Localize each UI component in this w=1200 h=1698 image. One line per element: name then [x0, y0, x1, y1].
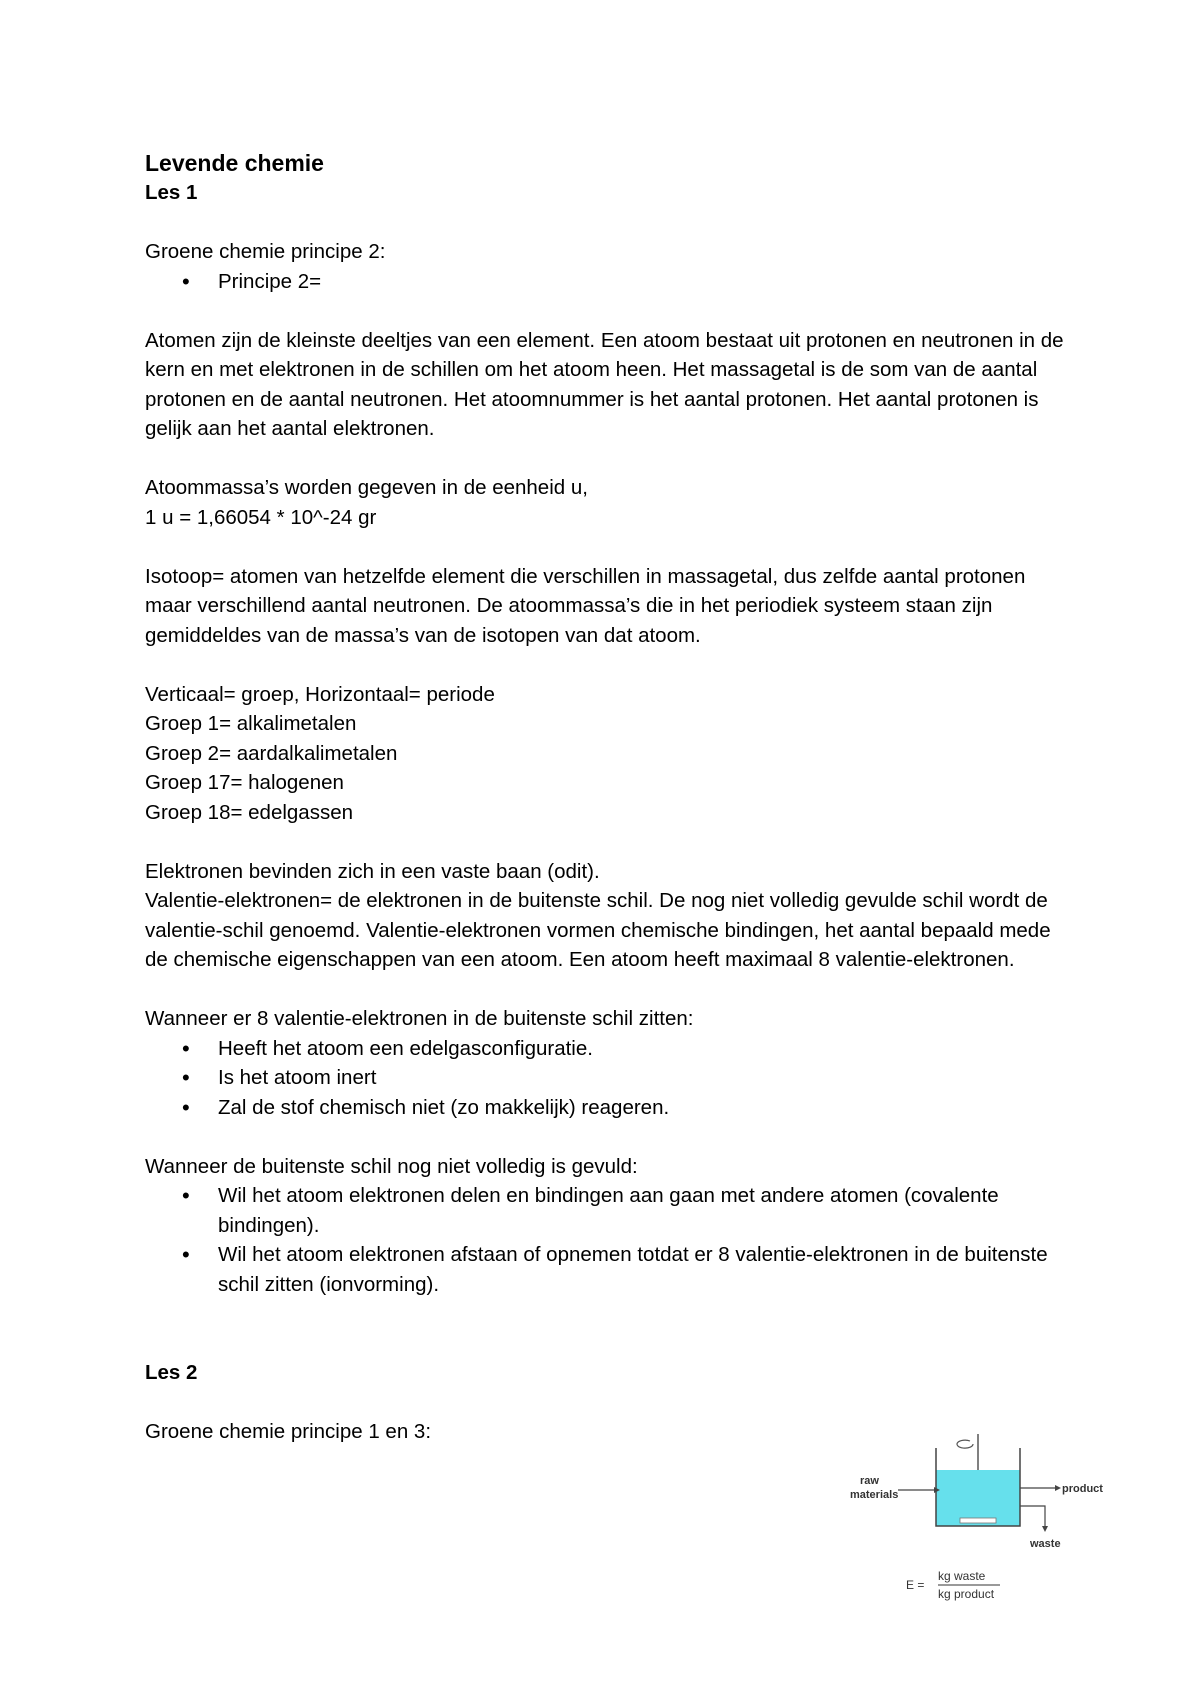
groep-line: Groep 2= aardalkalimetalen	[145, 741, 398, 765]
principe2-heading: Groene chemie principe 2:	[145, 240, 386, 263]
atoommassa-line: Atoommassa’s worden gegeven in de eenheid u,	[145, 476, 588, 499]
atomen-paragraph: Atomen zijn de kleinste deeltjes van een element. Een atoom bestaat uit protonen en neutronen in de kern en met elektronen in de schillen om het atoom heen. Het massagetal is de som van de aantal protonen en de aantal neutronen. Het atoomnummer is het aantal protonen. Het aantal protonen is gelijk aan het aantal elektronen.	[145, 328, 1064, 440]
list-item: • Wil het atoom elektronen afstaan of opnemen totdat er 8 valentie-elektronen in de buitenste schil zitten (ionvorming).	[145, 1240, 1075, 1299]
section-heading-les1: Les 1	[145, 181, 198, 204]
groep-line: Groep 18= edelgassen	[145, 800, 354, 824]
valentie-paragraph: Valentie-elektronen= de elektronen in de buitenste schil. De nog niet volledig gevulde schil wordt de valentie-schil genoemd. Valentie-elektronen vormen chemische bindingen, het aantal bepaald mede de chemische eigenschappen van een atoom. Een atoom heeft maximaal 8 valentie-elektronen.	[145, 889, 1051, 971]
wanneer-niet-list	[145, 1181, 1075, 1299]
groep-line: Groep 1= alkalimetalen	[145, 712, 357, 735]
wanneer8-list	[145, 1034, 1075, 1123]
reactor-liquid	[936, 1470, 1020, 1526]
list-item: • Principe 2=	[145, 267, 1075, 297]
waste-label: waste	[1030, 1538, 1061, 1550]
waste-arrow	[1020, 1506, 1045, 1526]
principe13-heading: Groene chemie principe 1 en 3:	[145, 1420, 432, 1443]
formula-numerator: kg waste	[938, 1569, 986, 1583]
list-item: • Wil het atoom elektronen delen en bindingen aan gaan met andere atomen (covalente bindingen).	[145, 1181, 1075, 1240]
list-item: • Heeft het atoom een edelgasconfiguratie.	[145, 1034, 1075, 1064]
stirrer-rotation-icon	[957, 1440, 973, 1448]
materials-label: materials	[850, 1489, 899, 1501]
stirrer-blade	[960, 1518, 996, 1523]
list-item: • Zal de stof chemisch niet (zo makkelijk) reageren.	[145, 1093, 1075, 1123]
wanneer8-heading: Wanneer er 8 valentie-elektronen in de buitenste schil zitten:	[145, 1007, 694, 1030]
groep-line: Groep 17= halogenen	[145, 771, 344, 794]
wanneer-niet-heading: Wanneer de buitenste schil nog niet volledig is gevuld:	[145, 1154, 638, 1178]
principe2-list	[145, 267, 1075, 297]
document-title: Levende chemie	[145, 150, 324, 176]
elektronen-line: Elektronen bevinden zich in een vaste baan (odit).	[145, 859, 600, 883]
formula-e-label: E =	[906, 1578, 925, 1592]
atoommassa-unit-line: 1 u = 1,66054 * 10^-24 gr	[145, 505, 377, 529]
formula-denominator: kg product	[938, 1587, 995, 1601]
document-page	[145, 148, 1075, 1447]
groep-line: Verticaal= groep, Horizontaal= periode	[145, 682, 495, 706]
reactor-diagram	[850, 1428, 1110, 1608]
section-heading-les2: Les 2	[145, 1361, 198, 1384]
list-item: • Is het atoom inert	[145, 1063, 1075, 1093]
raw-label: raw	[860, 1475, 879, 1487]
isotoop-paragraph: Isotoop= atomen van hetzelfde element die verschillen in massagetal, dus zelfde aantal protonen maar verschillend aantal neutronen. De atoommassa’s die in het periodiek systeem staan zijn gemiddeldes van de massa’s van de isotopen van dat atoom.	[145, 564, 1026, 647]
product-label: product	[1062, 1483, 1103, 1495]
